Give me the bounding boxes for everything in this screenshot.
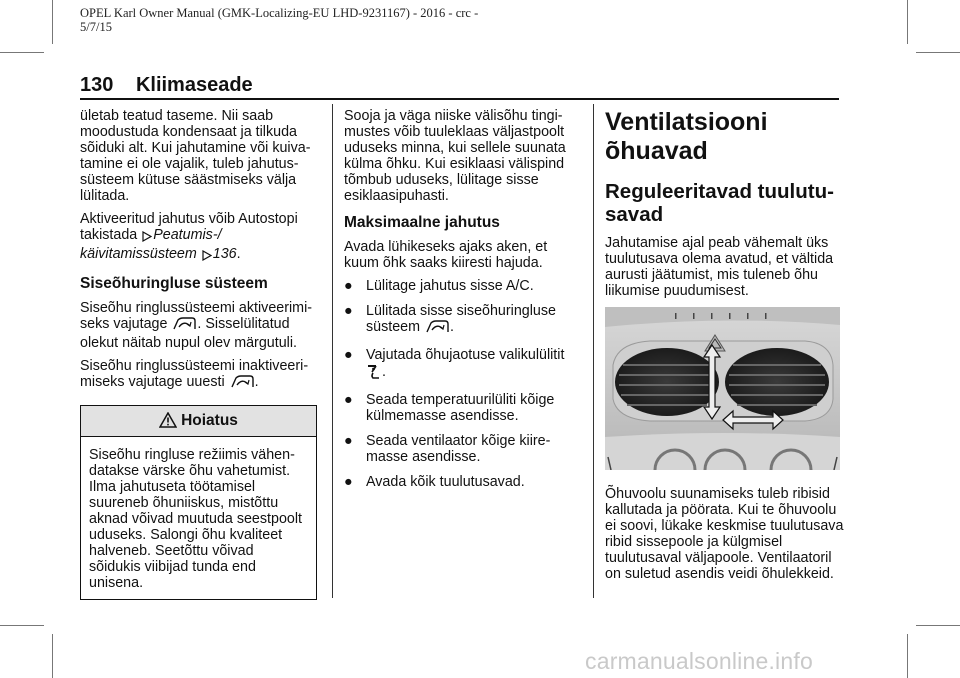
- paragraph: Jahutamise ajal peab vähemalt üks tuulutusava olema avatud, et vältida aurusti jäätumist, mis tuleneb õhu liikumise puudumisest.: [605, 235, 834, 299]
- column-1: [80, 108, 320, 600]
- list-item-text: Seada temperatuurilüliti kõige külmemasse asendisse.: [366, 392, 555, 424]
- warning-triangle-icon: [159, 412, 177, 428]
- paragraph-text: .: [254, 374, 259, 390]
- chapter-heading: Ventilatsiooni õhuavad: [605, 108, 768, 165]
- crop-mark: [0, 52, 44, 53]
- paragraph-text: Siseõhu ringlussüsteemi aktiveerimiseks vajutage: [80, 300, 313, 332]
- crop-mark: [0, 625, 44, 626]
- column-3: [605, 108, 845, 589]
- bullet-mark: ●: [344, 347, 353, 363]
- list-item: [344, 278, 576, 294]
- list-item-text: Avada kõik tuulutusavad.: [366, 474, 525, 490]
- crop-mark: [916, 52, 960, 53]
- column-divider: [332, 104, 333, 598]
- bullet-mark: ●: [344, 303, 353, 319]
- bullet-mark: ●: [344, 433, 353, 449]
- paragraph: ületab teatud taseme. Nii saab moodustuda kondensaat ja tilkuda sõiduki alt. Kui jahutamine või kuivatamine ei ole vajalik, tuleb jahutussüsteem kütuse säästmiseks välja lülitada.: [80, 108, 311, 204]
- document-header: [80, 6, 600, 34]
- air-distribution-vent-icon: [367, 363, 381, 383]
- air-recirculation-icon: [230, 375, 254, 393]
- vent-illustration: [605, 307, 840, 470]
- paragraph-text: Aktiveeritud jahutus võib Autostopi takistada: [80, 211, 298, 243]
- crop-mark: [52, 0, 53, 44]
- bullet-mark: ●: [344, 278, 353, 294]
- list-item: [344, 303, 576, 338]
- arrow-ref-icon: [202, 249, 212, 265]
- air-recirculation-icon: [172, 317, 196, 335]
- document-header-line2: 5/7/15: [80, 20, 112, 34]
- paragraph-text: . Sisselülitatud olekut näitab nupul olev märgutuli.: [80, 316, 297, 351]
- bullet-mark: ●: [344, 392, 353, 408]
- column-2: [344, 108, 576, 499]
- list-item-text: Lülitada sisse siseõhuringluse süsteem: [366, 303, 556, 335]
- paragraph: Sooja ja väga niiske välisõhu tingimustes võib tuuleklaas väljastpoolt uduseks minna, kui sellele suunata külma õhku. Kui esiklaasi välispind tõmbub uduseks, lülitage sisse esiklaasipuhasti.: [344, 108, 566, 204]
- air-recirculation-icon: [425, 320, 449, 338]
- header-rule: [80, 98, 839, 100]
- section-heading: Reguleeritavad tuulutusavad: [605, 180, 834, 226]
- paragraph: [80, 300, 320, 351]
- paragraph: [80, 358, 320, 393]
- watermark[interactable]: carmanualsonline.info: [585, 648, 813, 674]
- list-item-text: Lülitage jahutus sisse A/C.: [366, 278, 534, 294]
- paragraph: Aktiveeritud jahutus võib Autostopi takistada Peatumis-/ käivitamissüsteem 136.: [80, 211, 320, 265]
- bullet-mark: ●: [344, 474, 353, 490]
- paragraph: Õhuvoolu suunamiseks tuleb ribisid kallutada ja pöörata. Kui te õhuvoolu ei soovi, lükake keskmise tuulutusava ribid sissepoole ja külgmisel tuulutusaval väljapoole. Ventilaatoril on suletud asendis veidi õhulekkeid.: [605, 486, 844, 582]
- paragraph: Avada lühikeseks ajaks aken, et kuum õhk saaks kiiresti hajuda.: [344, 239, 548, 271]
- column-divider: [593, 104, 594, 598]
- arrow-ref-icon: [142, 230, 152, 246]
- page-heading: [80, 74, 253, 97]
- list-item: [344, 433, 576, 465]
- warning-box: [80, 405, 317, 600]
- cross-reference-page[interactable]: 136: [212, 246, 237, 262]
- paragraph-text: Siseõhu ringlussüsteemi inaktiveerimiseks vajutage uuesti: [80, 358, 309, 390]
- crop-mark: [907, 634, 908, 678]
- crop-mark: [916, 625, 960, 626]
- subheading-recirculation: Siseõhuringluse süsteem: [80, 275, 268, 292]
- list-item: [344, 392, 576, 424]
- section-title: Kliimaseade: [135, 74, 253, 96]
- warning-text: Siseõhu ringluse režiimis vähendatakse värske õhu vahetumist. Ilma jahutuseta töötamisel suureneb õhuniiskus, mistõttu aknad võivad muutuda seestpoolt uduseks. Salongi õhu kvaliteet halveneb. Seetõttu võivad sõidukis viibijad tunda end unisena.: [89, 447, 303, 591]
- bullet-list: [344, 278, 576, 490]
- list-item-text: Vajutada õhujaotuse valikulülitit: [366, 347, 565, 363]
- warning-header: [81, 406, 316, 437]
- crop-mark: [52, 634, 53, 678]
- page-number: 130: [80, 74, 114, 96]
- subheading-max-cooling: Maksimaalne jahutus: [344, 214, 500, 231]
- list-item-text: Seada ventilaator kõige kiiremasse asendisse.: [366, 433, 551, 465]
- document-header-line1: OPEL Karl Owner Manual (GMK-Localizing-EU LHD-9231167) - 2016 - crc -: [80, 6, 479, 20]
- list-item: [344, 347, 576, 383]
- warning-title: Hoiatus: [181, 412, 238, 429]
- cross-reference-link[interactable]: Peatumis-/ käivitamissüsteem: [80, 227, 222, 262]
- list-item-text: .: [382, 364, 386, 380]
- list-item-text: .: [450, 319, 455, 335]
- list-item: [344, 474, 576, 490]
- crop-mark: [907, 0, 908, 44]
